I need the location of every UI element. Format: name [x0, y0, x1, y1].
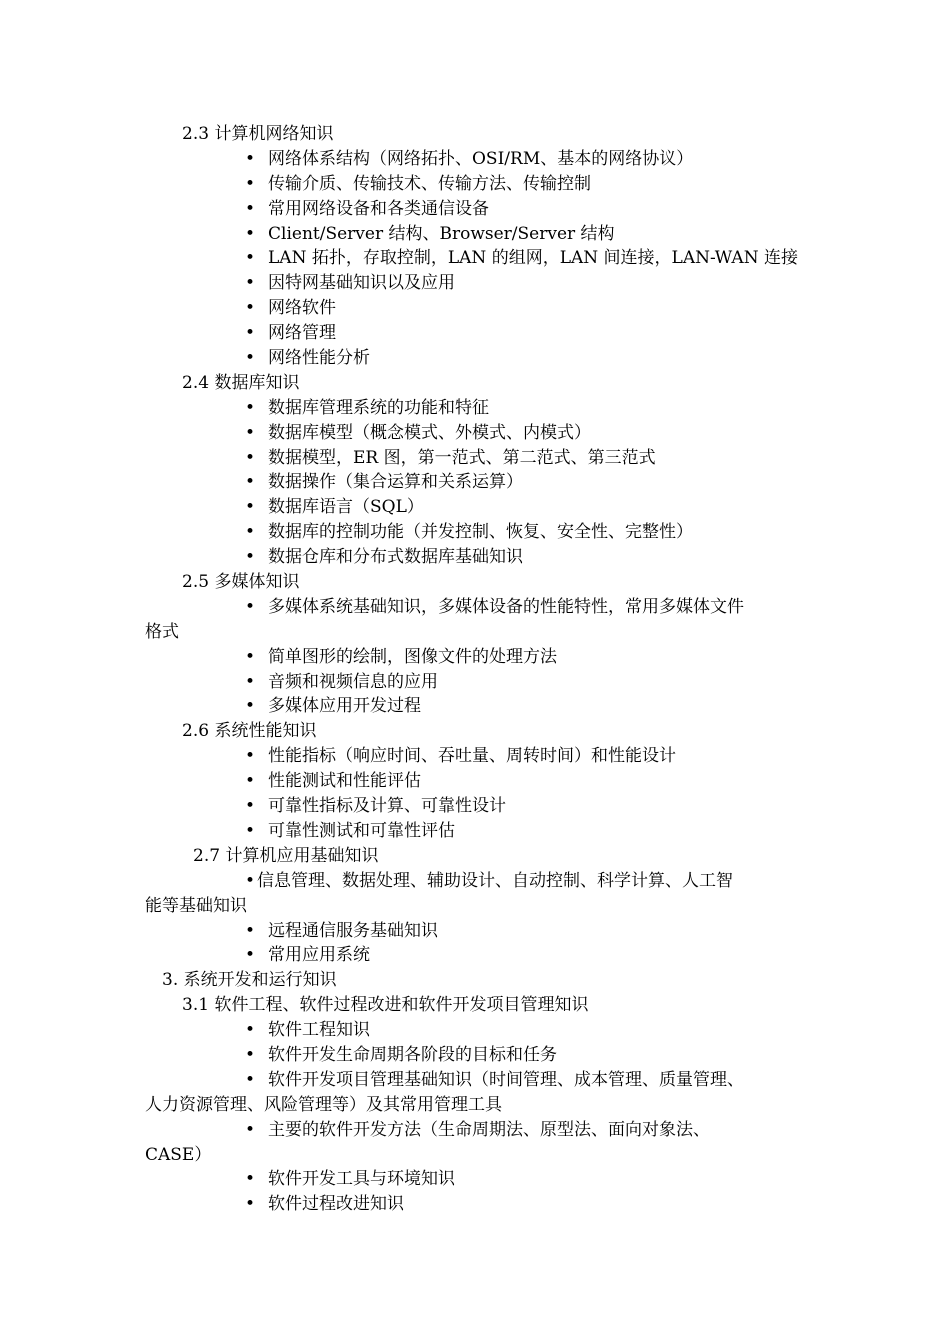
bullet-icon: •	[245, 273, 256, 294]
list-item-text: 可靠性指标及计算、可靠性设计	[268, 796, 506, 817]
list-item-text: 远程通信服务基础知识	[268, 920, 438, 941]
bullet-icon: •	[245, 447, 256, 468]
list-item	[0, 545, 950, 570]
list-item-text: 数据操作（集合运算和关系运算）	[268, 472, 523, 493]
list-item-text: 多媒体应用开发过程	[268, 696, 421, 717]
bullet-icon: •	[245, 348, 256, 369]
list-item-text: 主要的软件开发方法（生命周期法、原型法、面向对象法、	[268, 1119, 710, 1140]
bullet-icon: •	[245, 870, 256, 891]
list-item	[0, 470, 950, 495]
bullet-icon: •	[245, 472, 256, 493]
bullet-icon: •	[245, 1020, 256, 1041]
section-heading: 2.3 计算机网络知识	[182, 124, 334, 144]
list-item-text: 数据库的控制功能（并发控制、恢复、安全性、完整性）	[268, 522, 693, 543]
list-item-text: 软件开发项目管理基础知识（时间管理、成本管理、质量管理、	[268, 1069, 744, 1090]
list-item-text: 常用应用系统	[268, 945, 370, 966]
bullet-icon: •	[245, 422, 256, 443]
list-item	[0, 172, 950, 197]
bullet-icon: •	[245, 1119, 256, 1140]
list-item	[0, 246, 950, 271]
list-item	[0, 520, 950, 545]
list-item-continuation: 人力资源管理、风险管理等）及其常用管理工具	[145, 1094, 502, 1115]
list-item-continuation: 格式	[145, 621, 179, 642]
list-item-text: 网络管理	[268, 323, 336, 344]
list-item	[0, 197, 950, 222]
list-item-text: 软件开发生命周期各阶段的目标和任务	[268, 1044, 557, 1065]
list-item-text: 数据库管理系统的功能和特征	[268, 397, 489, 418]
bullet-icon: •	[245, 323, 256, 344]
list-item	[0, 421, 950, 446]
list-item	[0, 794, 950, 819]
bullet-icon: •	[245, 173, 256, 194]
list-item-text: 软件工程知识	[268, 1020, 370, 1041]
chapter-heading: 3. 系统开发和运行知识	[162, 970, 337, 991]
list-item-text: 网络软件	[268, 298, 336, 319]
list-item-text: 常用网络设备和各类通信设备	[268, 198, 489, 219]
list-item-text: 性能测试和性能评估	[268, 771, 421, 792]
bullet-icon: •	[245, 1169, 256, 1190]
bullet-icon: •	[245, 497, 256, 518]
bullet-icon: •	[245, 1044, 256, 1065]
list-item-text: 数据模型，ER 图，第一范式、第二范式、第三范式	[268, 447, 656, 468]
bullet-icon: •	[245, 746, 256, 767]
list-item-text: 数据库模型（概念模式、外模式、内模式）	[268, 422, 591, 443]
list-item	[0, 645, 950, 670]
list-item-text: 数据仓库和分布式数据库基础知识	[268, 547, 523, 568]
list-item-text: 数据库语言（SQL）	[268, 497, 424, 518]
bullet-icon: •	[245, 248, 256, 269]
list-item	[0, 271, 950, 296]
bullet-icon: •	[245, 696, 256, 717]
section-heading: 2.5 多媒体知识	[182, 572, 300, 593]
bullet-icon: •	[245, 198, 256, 219]
list-item-text: 网络体系结构（网络拓扑、OSI/RM、基本的网络协议）	[268, 148, 694, 169]
list-item	[0, 744, 950, 769]
list-item	[0, 943, 950, 968]
bullet-icon: •	[245, 547, 256, 568]
list-item	[0, 694, 950, 719]
list-item	[0, 446, 950, 471]
bullet-icon: •	[245, 671, 256, 692]
list-item-continuation: CASE）	[145, 1144, 212, 1165]
list-item-text: 网络性能分析	[268, 348, 370, 369]
bullet-icon: •	[245, 796, 256, 817]
bullet-icon: •	[245, 820, 256, 841]
list-item-text: 因特网基础知识以及应用	[268, 273, 455, 294]
list-item	[0, 595, 950, 620]
list-item	[0, 1118, 950, 1143]
list-item-text: 软件开发工具与环境知识	[268, 1169, 455, 1190]
list-item	[0, 819, 950, 844]
list-item-text: 多媒体系统基础知识，多媒体设备的性能特性，常用多媒体文件	[268, 596, 744, 617]
list-item	[0, 396, 950, 421]
bullet-icon: •	[245, 596, 256, 617]
list-item	[0, 670, 950, 695]
list-item-text: LAN 拓扑，存取控制，LAN 的组网，LAN 间连接，LAN-WAN 连接	[268, 248, 798, 269]
list-item	[0, 1018, 950, 1043]
list-item-text: 简单图形的绘制，图像文件的处理方法	[268, 646, 557, 667]
bullet-icon: •	[245, 148, 256, 169]
list-item	[0, 147, 950, 172]
list-item	[0, 1068, 950, 1093]
bullet-icon: •	[245, 223, 256, 244]
list-item-text: 信息管理、数据处理、辅助设计、自动控制、科学计算、人工智	[257, 870, 733, 891]
list-item	[0, 495, 950, 520]
list-item-text: 传输介质、传输技术、传输方法、传输控制	[268, 173, 591, 194]
list-item-text: Client/Server 结构、Browser/Server 结构	[268, 223, 615, 244]
document-page	[0, 122, 950, 1217]
bullet-icon: •	[245, 1194, 256, 1215]
bullet-icon: •	[245, 646, 256, 667]
section-heading: 2.6 系统性能知识	[182, 721, 317, 742]
bullet-icon: •	[245, 298, 256, 319]
section-heading: 2.7 计算机应用基础知识	[193, 845, 379, 866]
list-item	[0, 919, 950, 944]
list-item	[0, 346, 950, 371]
list-item-continuation: 能等基础知识	[145, 895, 247, 916]
section-heading: 3.1 软件工程、软件过程改进和软件开发项目管理知识	[182, 995, 589, 1016]
list-item	[0, 869, 950, 894]
list-item	[0, 222, 950, 247]
list-item	[0, 1043, 950, 1068]
bullet-icon: •	[245, 1069, 256, 1090]
list-item-text: 音频和视频信息的应用	[268, 671, 438, 692]
bullet-icon: •	[245, 397, 256, 418]
section-heading: 2.4 数据库知识	[182, 372, 300, 393]
bullet-icon: •	[245, 945, 256, 966]
bullet-icon: •	[245, 522, 256, 543]
list-item	[0, 321, 950, 346]
list-item-text: 性能指标（响应时间、吞吐量、周转时间）和性能设计	[268, 746, 676, 767]
list-item	[0, 769, 950, 794]
bullet-icon: •	[245, 771, 256, 792]
list-item-text: 软件过程改进知识	[268, 1194, 404, 1215]
bullet-icon: •	[245, 920, 256, 941]
list-item	[0, 1192, 950, 1217]
list-item	[0, 1167, 950, 1192]
list-item	[0, 296, 950, 321]
list-item-text: 可靠性测试和可靠性评估	[268, 820, 455, 841]
